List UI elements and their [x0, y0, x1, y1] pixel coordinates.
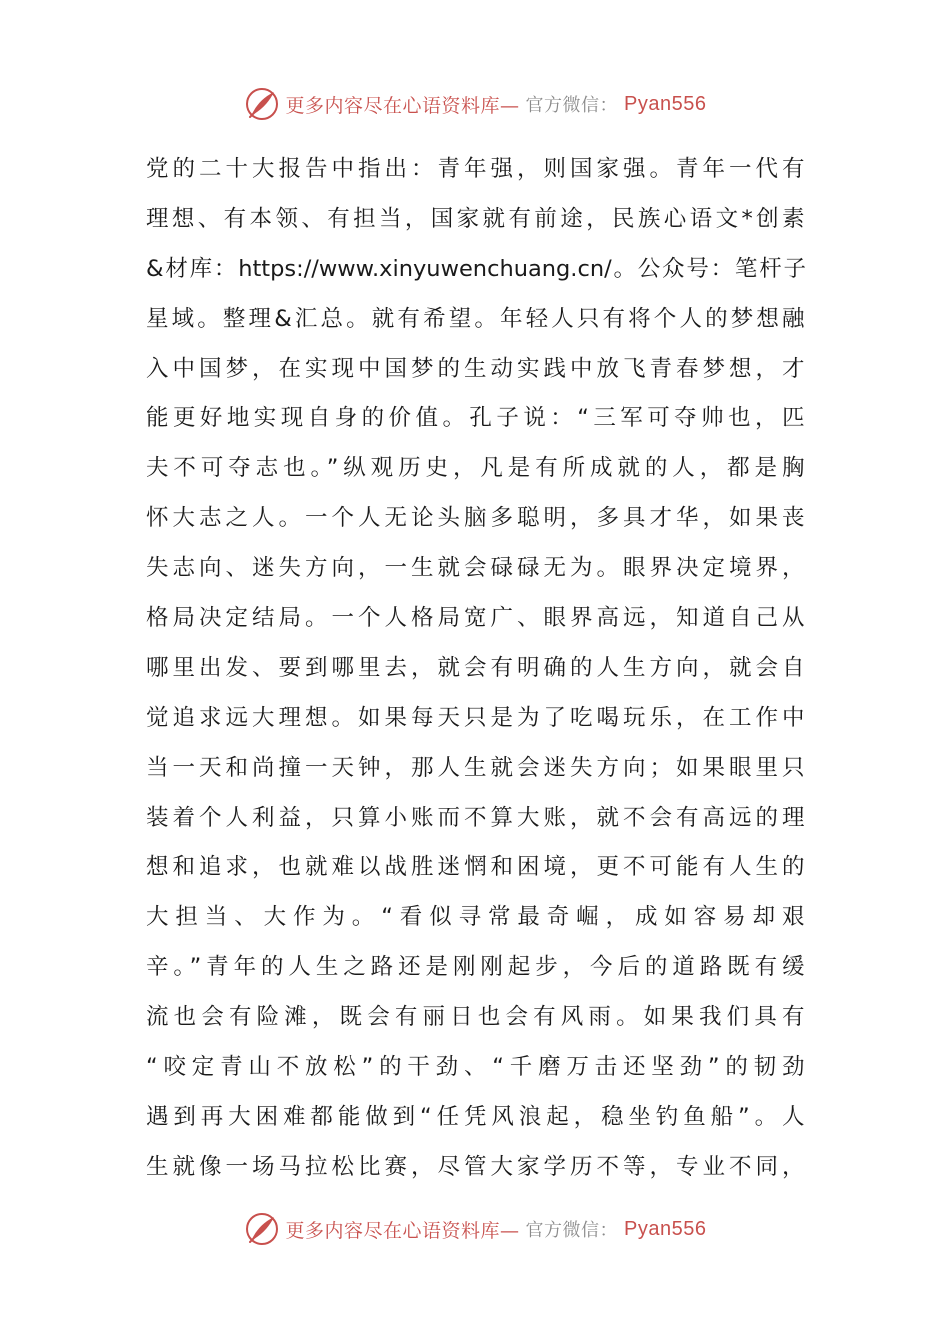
body-line: 觉追求远大理想。如果每天只是为了吃喝玩乐，在工作中 — [146, 704, 806, 731]
body-line: 装着个人利益，只算小账而不算大账，就不会有高远的理 — [146, 804, 806, 831]
body-line: 入中国梦，在实现中国梦的生动实践中放飞青春梦想，才 — [146, 355, 806, 382]
body-line: 能更好地实现自身的价值。孔子说：“三军可夺帅也，匹 — [146, 405, 806, 432]
body-line: 哪里出发、要到哪里去，就会有明确的人生方向，就会自 — [146, 654, 806, 681]
footer-wechat-label: 官方微信： — [525, 1220, 619, 1241]
body-line: 大担当、大作为。“看似寻常最奇崛，成如容易却艰 — [146, 904, 806, 931]
body-line: 失志向、迷失方向，一生就会碌碌无为。眼界决定境界， — [146, 555, 806, 582]
quill-pen-logo-icon — [244, 1211, 280, 1247]
body-line: 辛。”青年的人生之路还是刚刚起步，今后的道路既有缓 — [146, 954, 806, 981]
quill-pen-logo-icon — [244, 86, 280, 122]
body-line: 理想、有本领、有担当，国家就有前途，民族心语文*创素 — [146, 205, 806, 232]
body-line: 生就像一场马拉松比赛，尽管大家学历不等，专业不同， — [146, 1153, 806, 1180]
body-line: 流也会有险滩，既会有丽日也会有风雨。如果我们具有 — [146, 1004, 806, 1031]
footer-watermark-banner — [0, 1209, 950, 1249]
footer-wechat-id: Pyan556 — [624, 1217, 707, 1240]
header-wechat-label: 官方微信： — [525, 95, 619, 116]
header-brand-text: 更多内容尽在心语资料库— — [285, 94, 520, 117]
footer-brand-text: 更多内容尽在心语资料库— — [285, 1219, 520, 1242]
header-watermark-banner — [0, 84, 950, 124]
body-line: 当一天和尚撞一天钟，那人生就会迷失方向；如果眼里只 — [146, 754, 806, 781]
document-body — [146, 145, 806, 1193]
body-line: 想和追求，也就难以战胜迷惘和困境，更不可能有人生的 — [146, 854, 806, 881]
body-line: &材库：https://www.xinyuwenchuang.cn/。公众号：笔杆子 — [146, 255, 806, 282]
header-wechat-id: Pyan556 — [624, 92, 707, 115]
body-line: 格局决定结局。一个人格局宽广、眼界高远，知道自己从 — [146, 605, 806, 632]
body-line: “咬定青山不放松”的干劲、“千磨万击还坚劲”的韧劲 — [146, 1054, 806, 1081]
body-line: 怀大志之人。一个人无论头脑多聪明，多具才华，如果丧 — [146, 505, 806, 532]
body-line: 夫不可夺志也。”纵观历史，凡是有所成就的人，都是胸 — [146, 455, 806, 482]
body-line: 遇到再大困难都能做到“任凭风浪起，稳坐钓鱼船”。人 — [146, 1103, 806, 1130]
body-line: 党的二十大报告中指出：青年强，则国家强。青年一代有 — [146, 156, 806, 182]
body-line: 星域。整理&汇总。就有希望。年轻人只有将个人的梦想融 — [146, 305, 806, 332]
